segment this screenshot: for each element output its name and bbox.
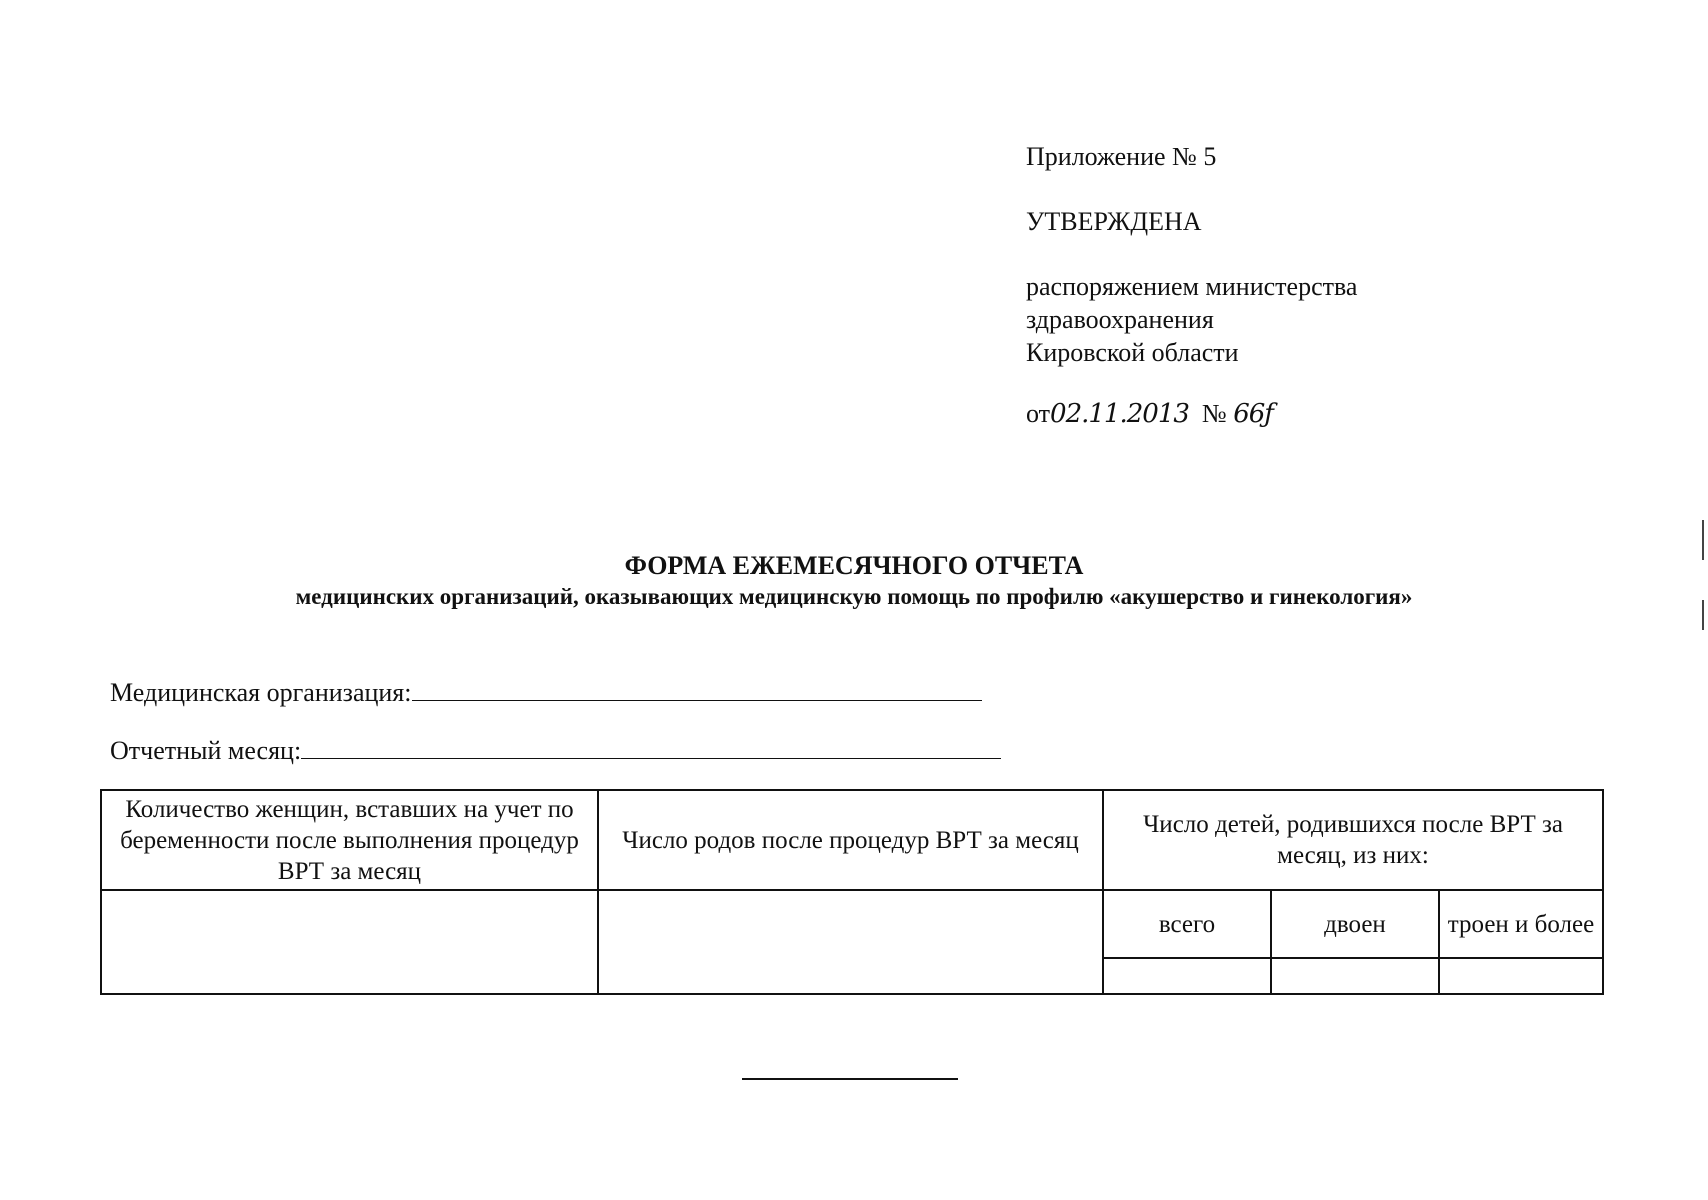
decree-number-prefix: №: [1201, 399, 1227, 428]
report-month-label: Отчетный месяц:: [110, 736, 302, 765]
appendix-number: Приложение № 5: [1026, 142, 1217, 171]
approval-block: [1026, 140, 1357, 431]
form-title-sub: медицинских организаций, оказывающих медицинскую помощь по профилю «акушерство и гинекология»: [295, 584, 1413, 609]
header-women-registered: Количество женщин, вставших на учет по беременности после выполнения процедур ВРТ за месяц: [101, 790, 598, 890]
approved-by-line-1: распоряжением министерства: [1026, 272, 1358, 301]
scan-edge-mark: [1702, 600, 1704, 630]
table-header-row: [101, 790, 1603, 890]
decree-date-number: [1026, 397, 1357, 431]
cell-children-triplets[interactable]: [1439, 958, 1603, 994]
organization-blank-line[interactable]: [412, 676, 982, 701]
cell-children-twins[interactable]: [1271, 958, 1439, 994]
cell-children-total[interactable]: [1103, 958, 1271, 994]
cell-women-registered[interactable]: [101, 890, 598, 994]
approved-by-line-2: здравоохранения: [1026, 305, 1214, 334]
form-title-main: ФОРМА ЕЖЕМЕСЯЧНОГО ОТЧЕТА: [624, 551, 1084, 580]
report-month-blank-line[interactable]: [301, 734, 1001, 759]
report-month-field: [110, 734, 1001, 766]
approved-label: УТВЕРЖДЕНА: [1026, 207, 1202, 236]
header-children-born: Число детей, родившихся после ВРТ за месяц, из них:: [1103, 790, 1603, 890]
organization-field: [110, 676, 982, 708]
decree-number-handwritten: 66ƒ: [1233, 399, 1273, 429]
organization-label: Медицинская организация:: [110, 678, 412, 707]
scan-edge-mark: [1702, 520, 1704, 560]
subheader-triplets: троен и более: [1439, 890, 1603, 958]
header-births: Число родов после процедур ВРТ за месяц: [598, 790, 1103, 890]
approved-by-line-3: Кировской области: [1026, 338, 1239, 367]
decree-date-prefix: от: [1026, 399, 1051, 428]
subheader-total: всего: [1103, 890, 1271, 958]
form-title: [0, 550, 1708, 612]
subheader-twins: двоен: [1271, 890, 1439, 958]
report-table: [100, 789, 1604, 995]
decree-date-handwritten: 02.11.2013: [1050, 399, 1189, 429]
cell-births[interactable]: [598, 890, 1103, 994]
table-subheader-row: [101, 890, 1603, 958]
closing-rule: [742, 1078, 958, 1080]
